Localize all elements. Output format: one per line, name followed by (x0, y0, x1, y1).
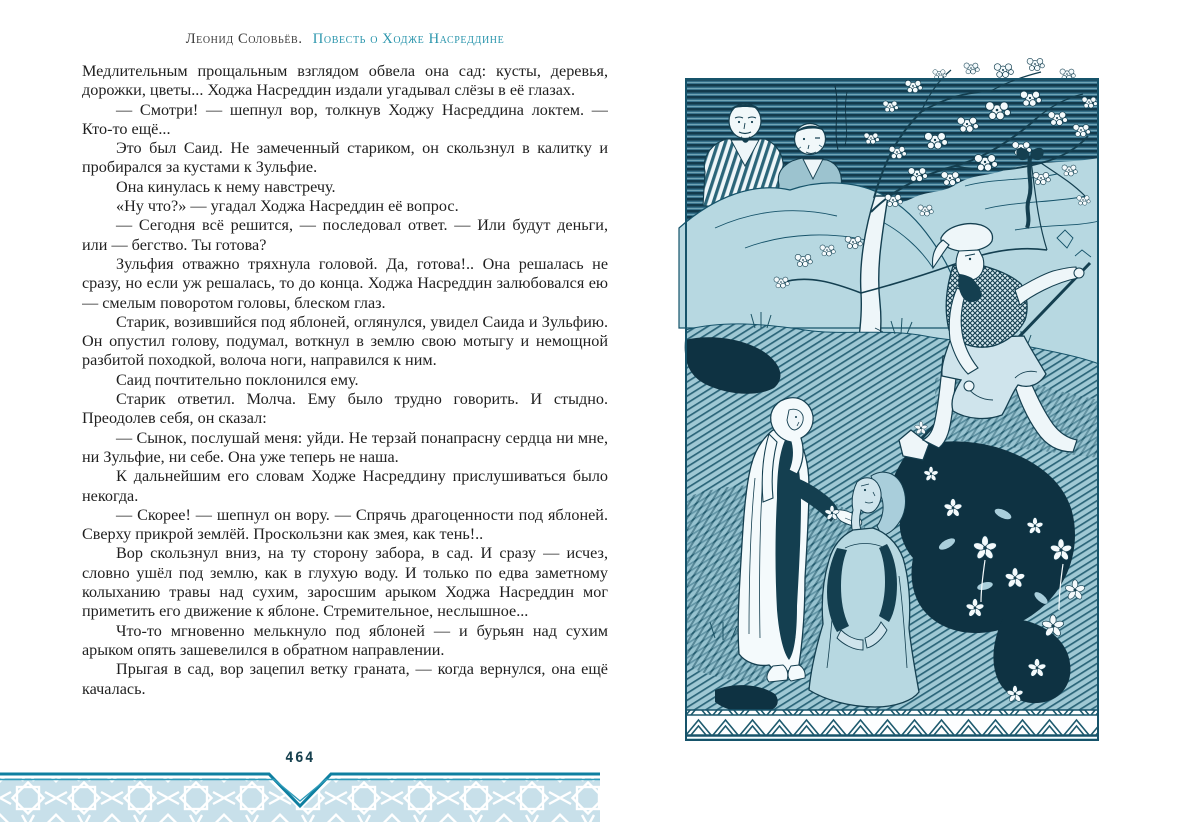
paragraph: Это был Саид. Не замеченный стариком, он скользнул в калитку и пробирался за кустами к Зульфие. (82, 139, 608, 177)
paragraph: Зульфия отважно тряхнула головой. Да, готова!.. Она решалась не сразу, но если уж решалась, то до конца. Ходжа Насреддин залюбовался ею — смелым поворотом головы, блеском глаз. (82, 254, 608, 312)
page-number: 464 (285, 750, 315, 766)
upper-hand (1074, 268, 1084, 278)
paragraph: Она кинулась к нему навстречу. (116, 177, 336, 196)
paragraph: Что-то мгновенно мелькнуло под яблоней — и бурьян над сухим арыком опять зашевелился в обратном направлении. (82, 621, 608, 659)
paragraph: Прыгая в сад, вор зацепил ветку граната, — когда вернулся, она ещё качалась. (82, 660, 608, 698)
paragraph: «Ну что?» — угадал Ходжа Насреддин её вопрос. (116, 197, 459, 216)
slippers (767, 665, 805, 682)
paragraph: Медлительным прощальным взглядом обвела она сад: кусты, деревья, дорожки, цветы... Ходжа Насреддин издали угадывал слёзы в её глазах. (82, 62, 608, 100)
body-text-column (82, 62, 608, 752)
right-page (620, 0, 1200, 822)
book-illustration (685, 78, 1099, 741)
paragraph: — Сегодня всё решится, — последовал ответ. — Или будут деньги, или — бегство. Ты готова? (82, 216, 608, 254)
paragraph: — Сынок, послушай меня: уйди. Не терзай понапрасну сердца ни мне, ни Зульфие, ни себе. Она уже теперь не наша. (82, 428, 608, 466)
running-head-author: Леонид Соловьёв. (185, 31, 303, 47)
running-head (82, 31, 608, 48)
paragraph: К дальнейшим его словам Ходже Насреддину прислушиваться было некогда. (82, 467, 608, 505)
paragraph: Саид почтительно поклонился ему. (116, 370, 359, 389)
paragraph: — Смотри! — шепнул вор, толкнув Ходжу Насреддина локтем. — Кто-то ещё... (82, 100, 608, 138)
paragraph: — Скорее! — шепнул он вору. — Спрячь драгоценности под яблоней. Сверху прикрой землёй. Проскользни как змея, как тень!.. (82, 505, 608, 544)
meander-band (685, 710, 1099, 738)
footer-ornament (0, 770, 600, 822)
paragraph: Вор скользнул вниз, на ту сторону забора, в сад. И сразу — исчез, словно ушёл под землю, как в глухую воду. И только по едва заметному колыханию травы над сухим, заросшим арыком Ходжа Насреддин мог приметить его движение к яблоне. Стремительное, неслышное... (82, 544, 608, 621)
lower-hand (964, 381, 974, 391)
paragraph: Старик ответил. Молча. Ему было трудно говорить. И стыдно. Преодолев себя, он сказал: (82, 390, 608, 428)
running-head-title: Повесть о Ходже Насреддине (312, 31, 505, 47)
paragraph: Старик, возившийся под яблоней, оглянулся, увидел Саида и Зульфию. Он опустил голову, подумал, воткнул в землю свою мотыгу и немощной разбитой походкой, волоча ноги, направился к ним. (82, 312, 608, 370)
